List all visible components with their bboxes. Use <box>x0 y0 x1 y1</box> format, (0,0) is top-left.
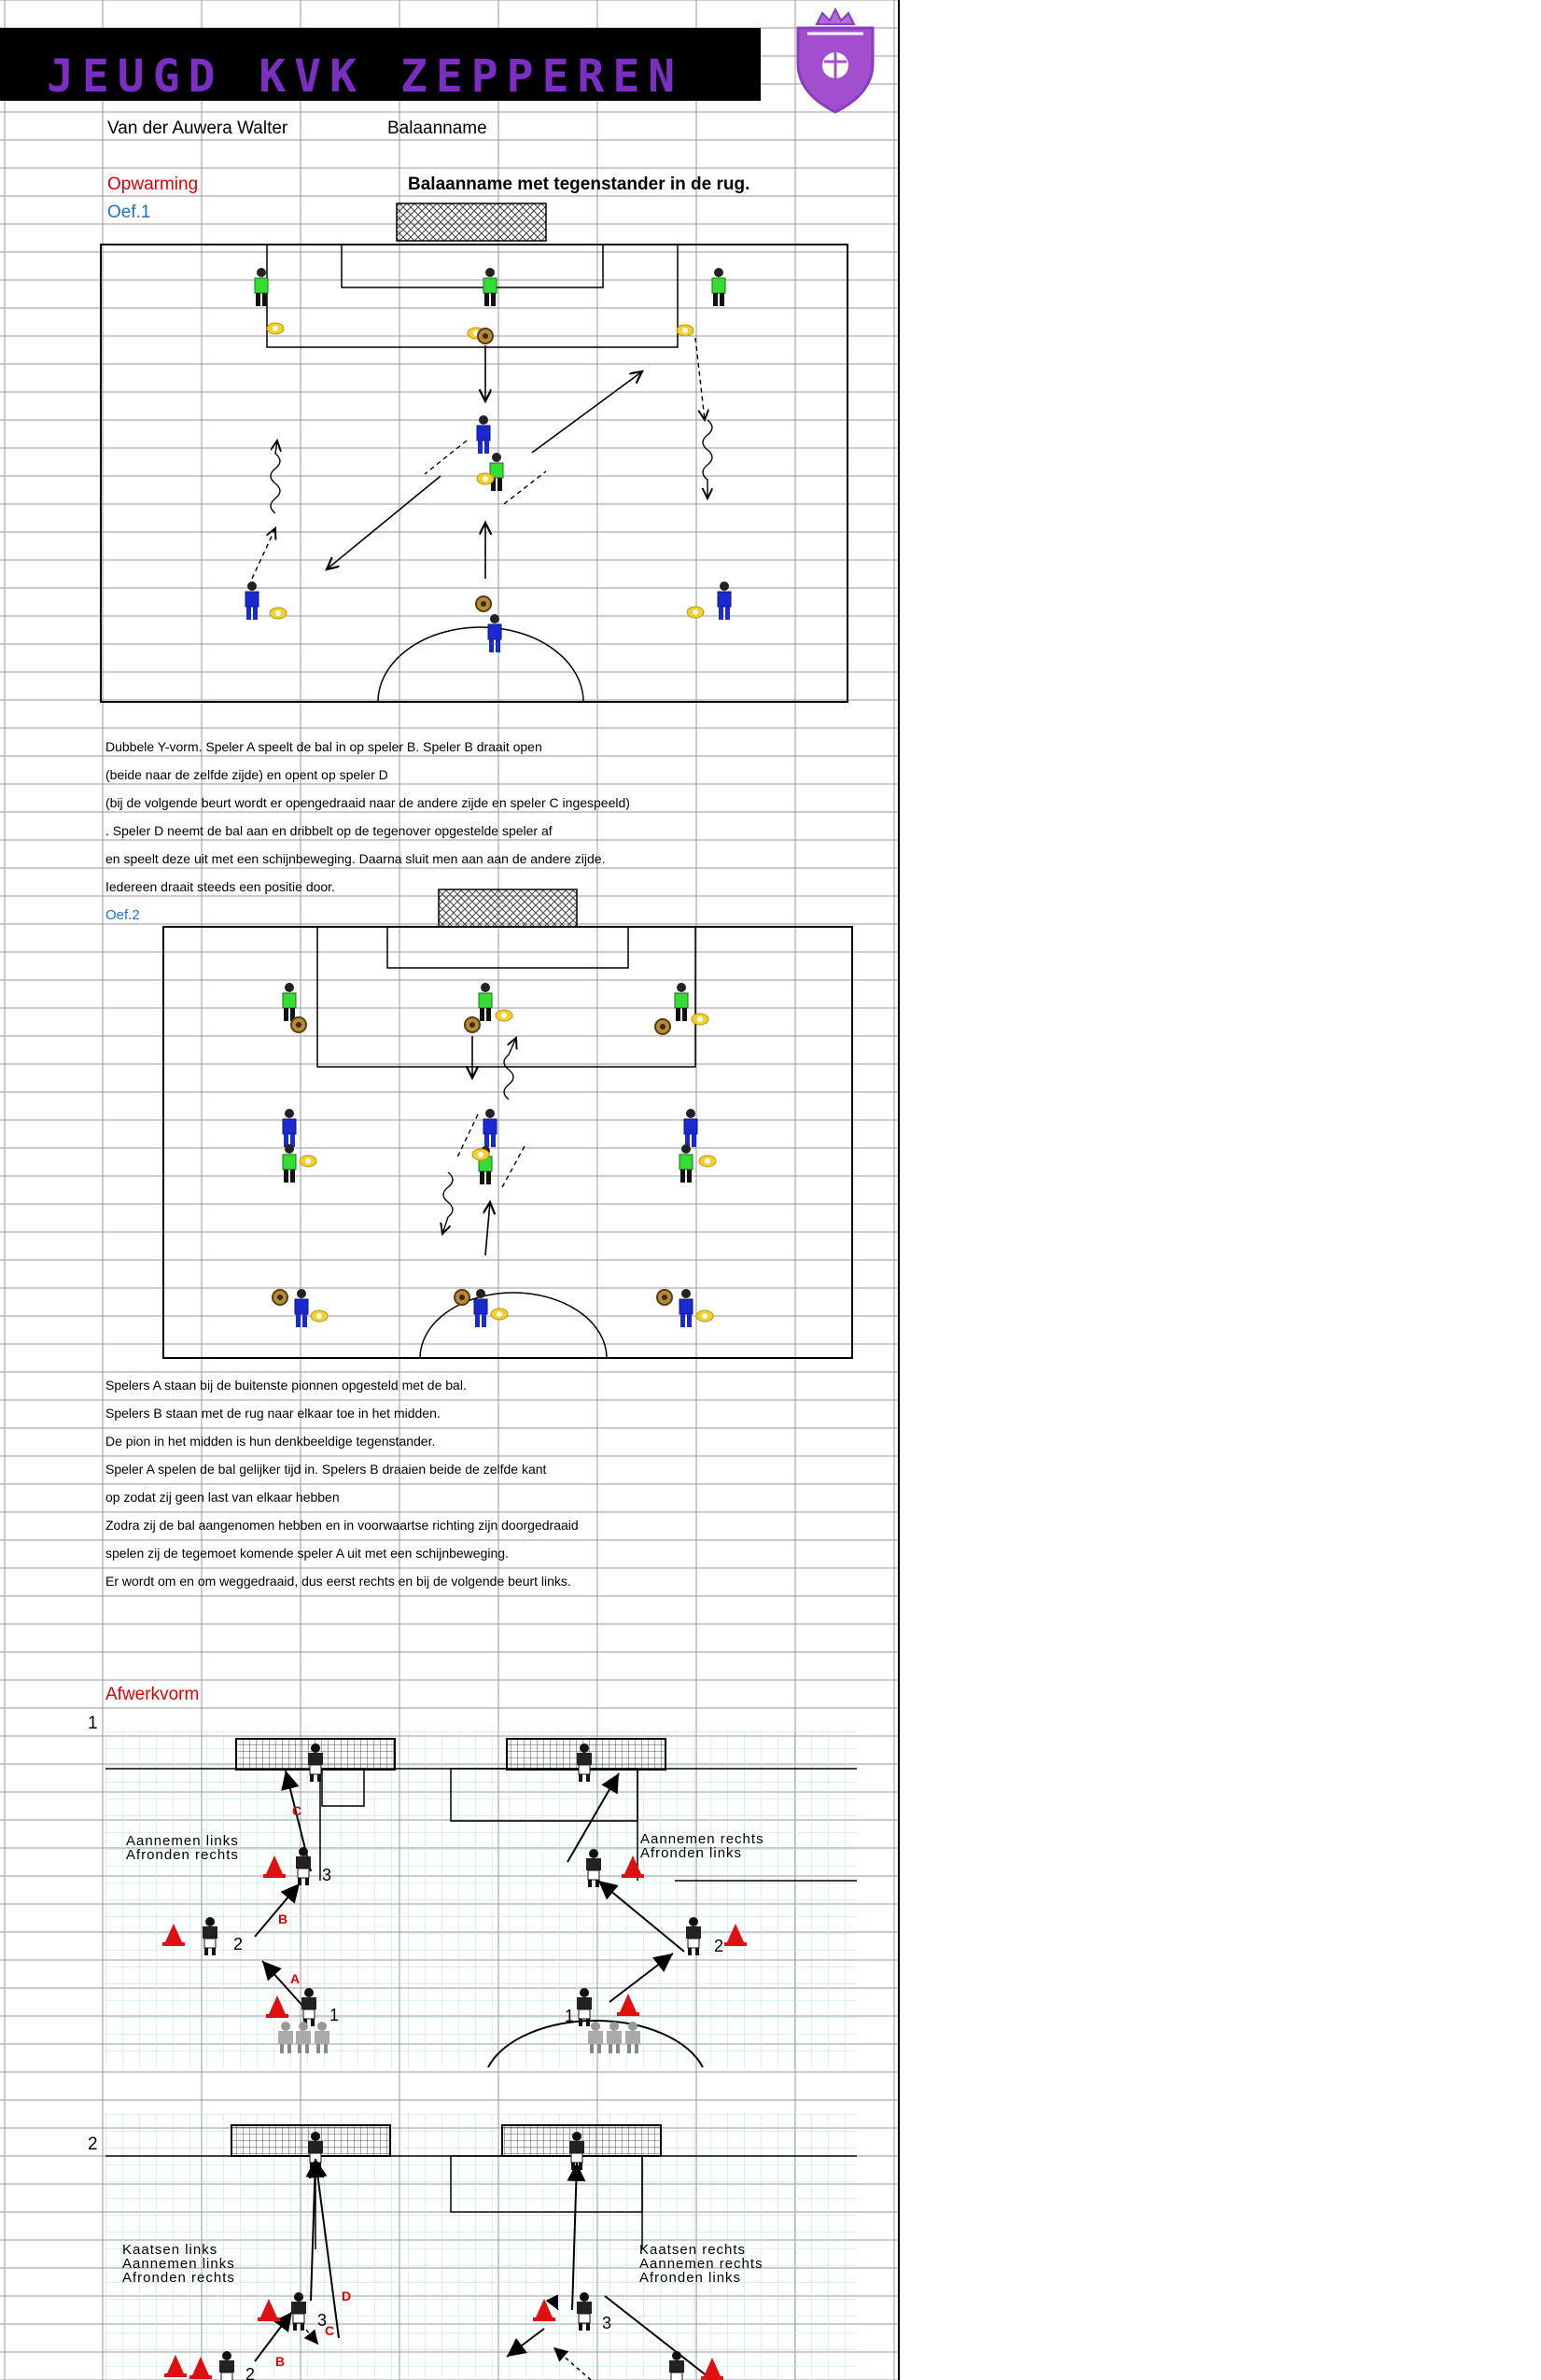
player-icon <box>483 1109 497 1147</box>
ex2-line: Zodra zij de bal aangenomen hebben en in voorwaartse richting zijn doorgedraaid <box>105 1518 579 1533</box>
finishing-drill-1 <box>105 1731 857 2067</box>
drill-caption: Aannemen links <box>126 1833 239 1849</box>
player-icon <box>675 983 688 1021</box>
player-icon <box>245 581 259 620</box>
drill-caption: Afronden links <box>639 2270 742 2286</box>
player-icon <box>479 983 492 1021</box>
session-topic: Balaanname <box>387 119 487 138</box>
position-number: 2 <box>233 1935 244 1953</box>
drill-letter: B <box>275 2354 286 2369</box>
position-number: 2 <box>245 2365 256 2380</box>
section-warmup: Opwarming <box>107 175 199 194</box>
drill-caption: Afronden rechts <box>126 1847 239 1863</box>
finish-row-number: 1 <box>88 1714 98 1733</box>
drill-caption: Aannemen links <box>122 2256 235 2272</box>
player-icon <box>679 1144 693 1183</box>
player-icon <box>283 983 296 1021</box>
club-crest-icon <box>789 7 882 115</box>
position-number: 1 <box>565 2007 575 2025</box>
position-number: 2 <box>714 1937 724 1955</box>
ex1-line: Dubbele Y-vorm. Speler A speelt de bal in op speler B. Speler B draait open <box>105 739 542 754</box>
drill-caption: Afronden rechts <box>122 2270 235 2286</box>
position-number: 3 <box>602 2314 612 2332</box>
position-number: 1 <box>329 2006 340 2024</box>
ex1-line: . Speler D neemt de bal aan en dribbelt op de tegenover opgestelde speler af <box>105 823 553 838</box>
drill-letter: C <box>292 1803 302 1818</box>
player-icon <box>718 581 731 620</box>
exercise-1-diagram <box>93 196 859 709</box>
ex2-line: Er wordt om en om weggedraaid, dus eerst rechts en bij de volgende beurt links. <box>105 1574 571 1589</box>
drill-letter: A <box>290 1971 301 1986</box>
session-subtitle: Balaanname met tegenstander in de rug. <box>408 175 750 194</box>
player-icon <box>483 268 497 306</box>
position-number: 3 <box>317 2311 328 2330</box>
section-finishing: Afwerkvorm <box>105 1685 200 1704</box>
player-icon <box>684 1109 697 1147</box>
player-icon <box>474 1289 487 1327</box>
ex2-line: Speler A spelen de bal gelijker tijd in. Spelers B draaien beide de zelfde kant <box>105 1462 547 1477</box>
drill-caption: Kaatsen rechts <box>639 2242 747 2258</box>
player-icon <box>490 453 503 491</box>
ex2-line: op zodat zij geen last van elkaar hebben <box>105 1490 340 1505</box>
section-ex2: Oef.2 <box>105 907 140 923</box>
player-icon <box>283 1144 296 1183</box>
player-icon <box>712 268 725 306</box>
drill-letter: C <box>325 2323 335 2338</box>
finish-row-number: 2 <box>88 2135 98 2154</box>
ex2-line: Spelers A staan bij de buitenste pionnen opgesteld met de bal. <box>105 1378 467 1393</box>
ex1-line: Iedereen draait steeds een positie door. <box>105 879 335 894</box>
player-icon <box>255 268 268 306</box>
player-icon <box>477 415 490 454</box>
drill-caption: Afronden links <box>640 1845 743 1861</box>
player-icon <box>295 1289 308 1327</box>
drill-caption: Aannemen rechts <box>639 2256 763 2272</box>
drill-caption: Aannemen rechts <box>640 1831 764 1847</box>
player-icon <box>283 1109 296 1147</box>
player-icon <box>679 1289 693 1327</box>
trainer-name: Van der Auwera Walter <box>107 119 288 138</box>
ex1-line: en speelt deze uit met een schijnbeweging. Daarna sluit men aan aan de andere zijde. <box>105 851 606 866</box>
ex2-line: De pion in het midden is hun denkbeeldige tegenstander. <box>105 1434 436 1449</box>
ex1-line: (bij de volgende beurt wordt er opengedraaid naar de andere zijde en speler C ingespeeld) <box>105 795 630 810</box>
finishing-drill-2 <box>105 2114 857 2380</box>
position-number: 3 <box>322 1866 332 1884</box>
drill-caption: Kaatsen links <box>122 2242 218 2258</box>
drill-letter: D <box>342 2289 352 2303</box>
section-ex1: Oef.1 <box>107 203 151 222</box>
drill-letter: B <box>278 1911 288 1926</box>
club-title: JEUGD KVK ZEPPEREN <box>47 50 684 103</box>
ex1-line: (beide naar de zelfde zijde) en opent op speler D <box>105 767 388 782</box>
ex2-line: spelen zij de tegemoet komende speler A uit met een schijnbeweging. <box>105 1546 509 1561</box>
ex2-line: Spelers B staan met de rug naar elkaar toe in het midden. <box>105 1406 441 1421</box>
exercise-2-diagram <box>159 887 859 1363</box>
finishing-drill-1-diagram <box>105 1731 857 2067</box>
player-icon <box>488 614 501 652</box>
